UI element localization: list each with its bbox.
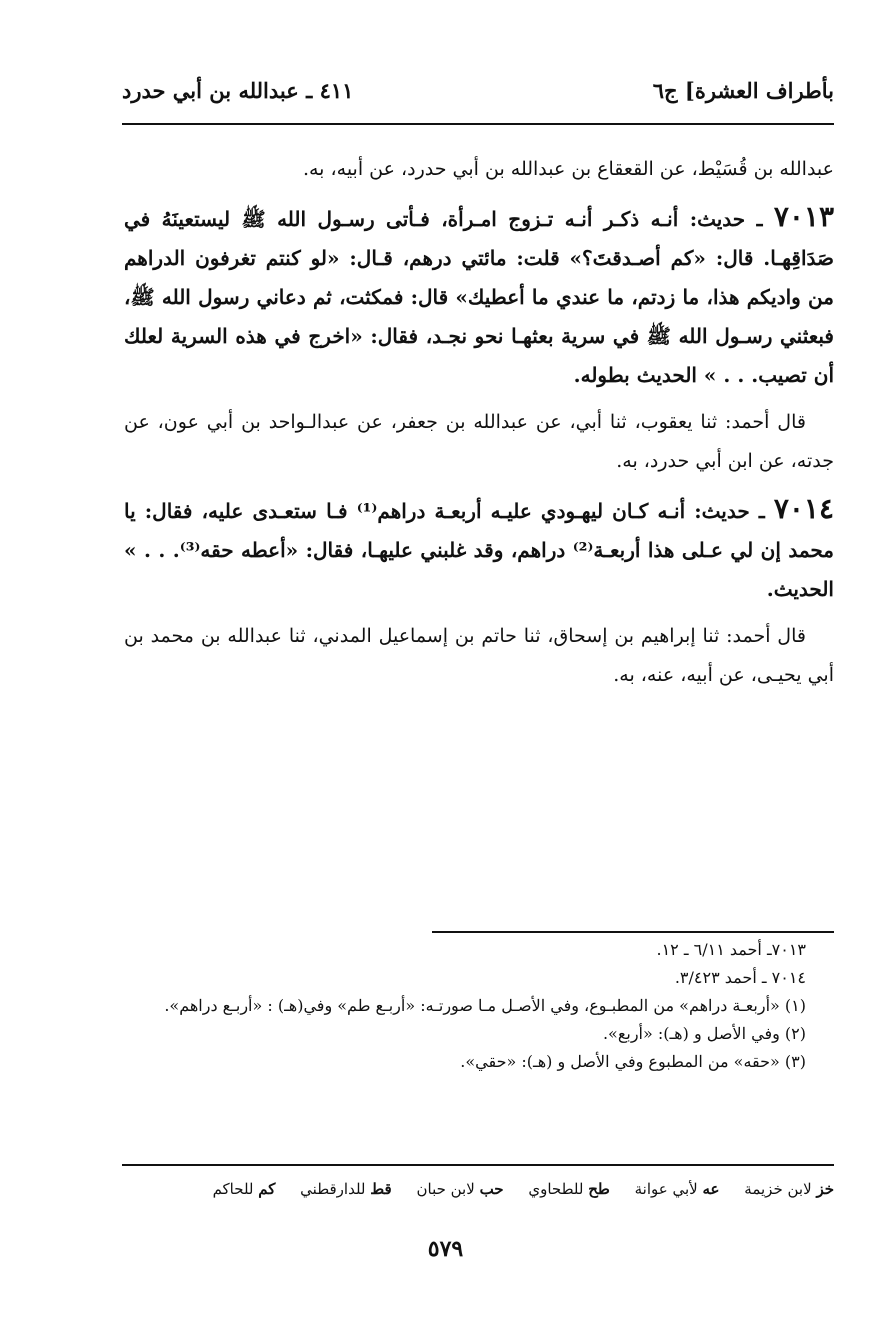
hadith-text: ـ حديث: أنـه ذكـر أنـه تـزوج امـرأة، فـأتى رسـول الله ﷺ ليستعينَهُ في صَدَاقِهـا. قال: «كم أصـدقتَ؟» قلت: مائتي درهم، قـال: «لو كنتم تغرفون الدراهم من واديكم هذا، ما زدتم، ما عندي ما أعطيك» قال: فمكثت، ثم دعاني رسول الله ﷺ، فبعثني رسـول الله ﷺ في سرية بعثهـا نحو نجـد، فقال: «اخرج في هذه السرية لعلك أن تصيب. . . » الحديث بطوله. — [124, 207, 834, 387]
section-title: ٤١١ ـ عبدالله بن أبي حدرد — [122, 78, 354, 103]
footnote-source-7013: ٧٠١٣ـ أحمد ٦/١١ ـ ١٢. — [656, 940, 806, 959]
legend-item: حب لابن حبان — [416, 1180, 504, 1198]
main-text — [124, 150, 834, 703]
legend-item: قط للدارقطني — [300, 1180, 392, 1198]
footnote-source-7014: ٧٠١٤ ـ أحمد ٣/٤٢٣. — [674, 968, 806, 987]
chain-paragraph-3: قال أحمد: ثنا إبراهيم بن إسحاق، ثنا حاتم بن إسماعيل المدني، ثنا عبدالله بن محمد بن أبي يحيـى، عن أبيه، عنه، به. — [124, 625, 834, 686]
hadith-number: ٧٠١٤ — [773, 492, 834, 525]
footnote-1: (١) «أربعـة دراهم» من المطبـوع، وفي الأصـل مـا صورتـه: «أربـع طم» وفي(هـ) : «أربـع دراهم». — [164, 996, 806, 1015]
legend-item: طح للطحاوي — [528, 1180, 610, 1198]
hadith-7013 — [124, 197, 834, 395]
page-number: ٥٧٩ — [427, 1236, 464, 1262]
footnote-3: (٣) «حقه» من المطبوع وفي الأصل و (هـ): «حقي». — [460, 1052, 806, 1071]
legend-item: خز لابن خزيمة — [744, 1180, 834, 1198]
hadith-text: ـ حديث: أنـه كـان ليهـودي عليـه أربعـة دراهم⁽¹⁾ فـا ستعـدى عليه، فقال: يا محمد إن لي عـلى هذا أربعـة⁽²⁾ دراهم، وقد غلبني عليهـا، فقال: «أعطه حقه⁽³⁾. . . » الحديث. — [124, 499, 834, 601]
running-header — [122, 70, 834, 110]
hadith-7014 — [124, 489, 834, 609]
footnotes — [124, 936, 834, 1076]
chain-paragraph-2: قال أحمد: ثنا يعقوب، ثنا أبي، عن عبدالله بن جعفر، عن عبدالـواحد بن أبي عون، عن جدته، عن ابن أبي حدرد، به. — [124, 411, 834, 472]
hadith-number: ٧٠١٣ — [773, 200, 834, 233]
abbreviation-legend — [122, 1180, 834, 1198]
footnote-rule — [432, 931, 834, 933]
header-rule — [122, 123, 834, 125]
book-title: بأطراف العشرة] ج٦ — [652, 78, 834, 103]
chain-paragraph-1: عبدالله بن قُسَيْط، عن القعقاع بن عبدالله بن أبي حدرد، عن أبيه، به. — [302, 158, 834, 180]
legend-rule — [122, 1164, 834, 1166]
footnote-2: (٢) وفي الأصل و (هـ): «أربع». — [602, 1024, 806, 1043]
legend-item: كم للحاكم — [212, 1180, 276, 1198]
legend-item: عه لأبي عوانة — [634, 1180, 720, 1198]
